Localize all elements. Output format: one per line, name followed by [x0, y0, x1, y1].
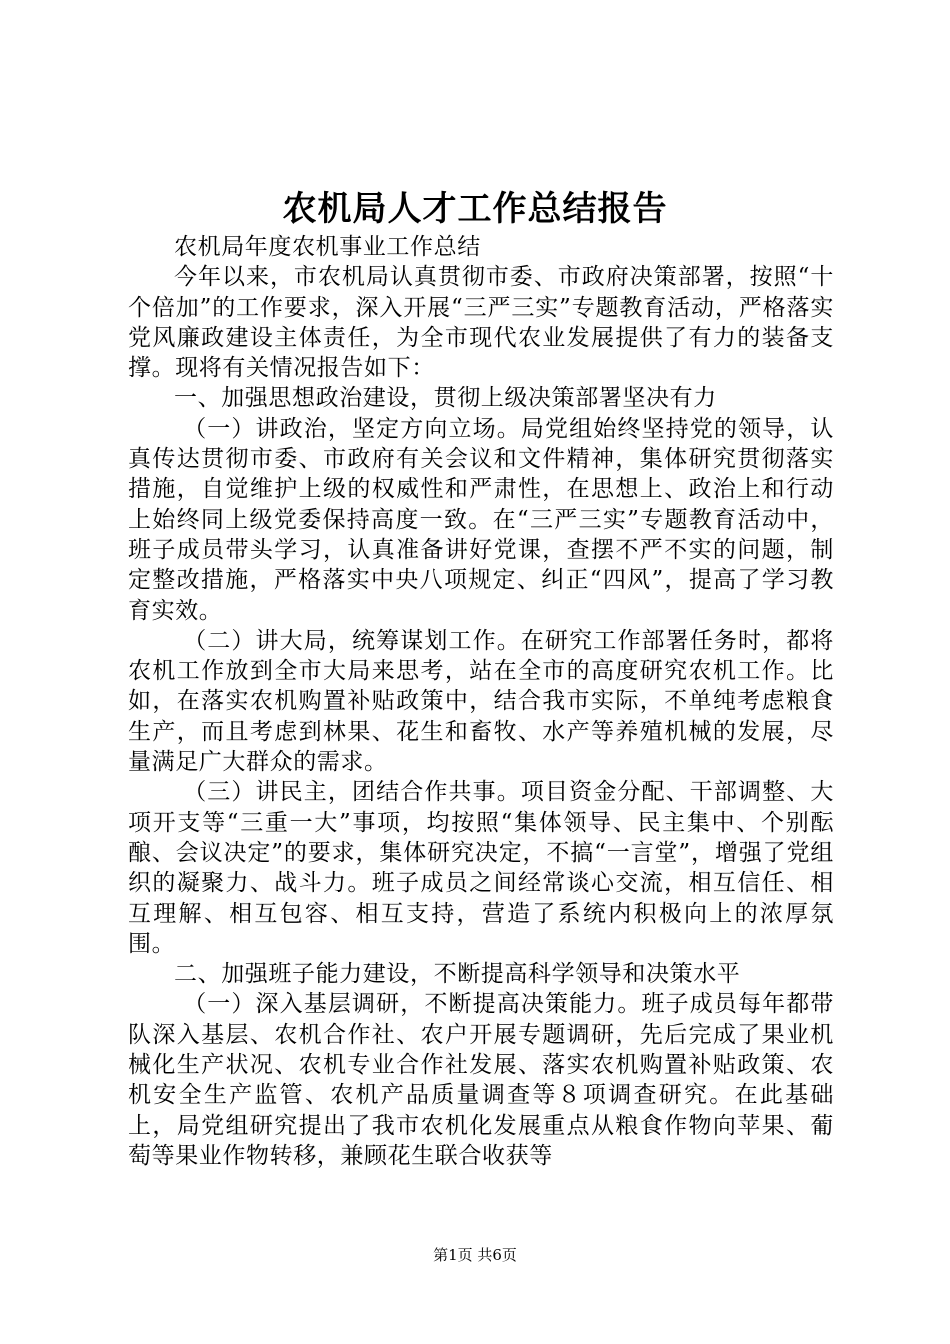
section-1-item-2: （二）讲大局，统筹谋划工作。在研究工作部署任务时，都将农机工作放到全市大局来思考，站在全市的高度研究农机工作。比如，在落实农机购置补贴政策中，结合我市实际，不单纯考虑粮食生产，而且考虑到林果、花生和畜牧、水产等养殖机械的发展，尽量满足广大群众的需求。 — [128, 627, 834, 776]
document-title: 农机局人才工作总结报告 — [282, 189, 668, 229]
section-1-item-3: （三）讲民主，团结合作共事。项目资金分配、干部调整、大项开支等“三重一大”事项，均按照“集体领导、民主集中、个别酝酿、会议决定”的要求，集体研究决定，不搞“一言堂”，增强了党组织的凝聚力、战斗力。班子成员之间经常谈心交流，相互信任、相互理解、相互包容、相互支持，营造了系统内积极向上的浓厚氛围。 — [128, 779, 834, 957]
document-body — [128, 232, 834, 1171]
section-2-item-1: （一）深入基层调研，不断提高决策能力。班子成员每年都带队深入基层、农机合作社、农户开展专题调研，先后完成了果业机械化生产状况、农机专业合作社发展、落实农机购置补贴政策、农机安全生产监管、农机产品质量调查等８项调查研究。在此基础上，局党组研究提出了我市农机化发展重点从粮食作物向苹果、葡萄等果业作物转移，兼顾花生联合收获等 — [128, 991, 834, 1169]
page-number-footer: 第1页 共6页 — [433, 1246, 517, 1264]
section-heading-2: 二、加强班子能力建设，不断提高科学领导和决策水平 — [174, 961, 741, 988]
subtitle-paragraph: 农机局年度农机事业工作总结 — [174, 234, 481, 260]
section-1-item-1: （一）讲政治，坚定方向立场。局党组始终坚持党的领导，认真传达贯彻市委、市政府有关会议和文件精神，集体研究贯彻落实措施，自觉维护上级的权威性和严肃性，在思想上、政治上和行动上始终同上级党委保持高度一致。在“三严三实”专题教育活动中，班子成员带头学习，认真准备讲好党课，查摆不严不实的问题，制定整改措施，严格落实中央八项规定、纠正“四风”，提高了学习教育实效。 — [128, 415, 834, 624]
section-heading-1: 一、加强思想政治建设，贯彻上级决策部署坚决有力 — [174, 385, 717, 412]
intro-paragraph: 今年以来，市农机局认真贯彻市委、市政府决策部署，按照“十个倍加”的工作要求，深入开展“三严三实”专题教育活动，严格落实党风廉政建设主体责任，为全市现代农业发展提供了有力的装备支撑。现将有关情况报告如下： — [128, 264, 834, 382]
